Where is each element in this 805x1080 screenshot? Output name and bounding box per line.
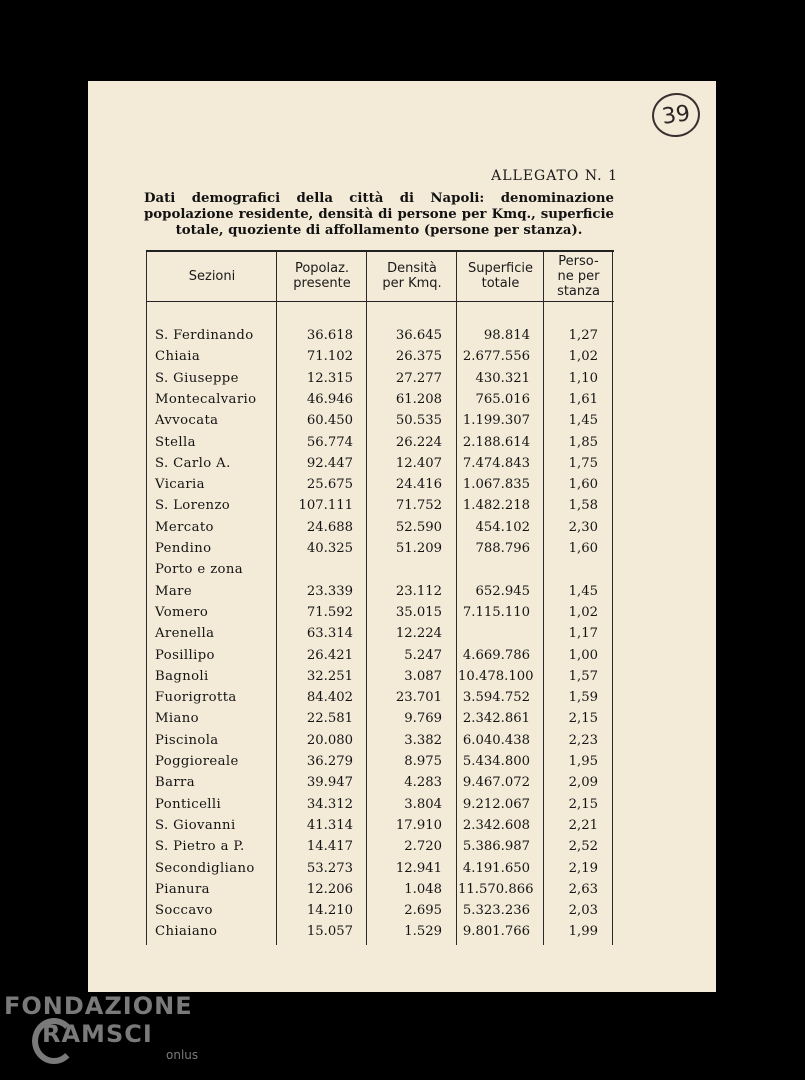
table-row: [146, 752, 614, 772]
table-row: [146, 709, 614, 729]
table-row: [146, 688, 614, 708]
cell-sezione: S. Pietro a P.: [155, 839, 245, 855]
cell-densita: 3.382: [404, 732, 442, 748]
cell-persone: 1,02: [568, 604, 598, 620]
cell-superficie: 5.386.987: [462, 839, 530, 855]
cell-densita: 24.416: [395, 477, 442, 493]
cell-densita: 12.407: [395, 455, 442, 471]
header-superficie: Superficie totale: [467, 261, 534, 291]
cell-popolazione: 36.279: [306, 754, 353, 769]
cell-persone: 1,02: [568, 349, 598, 365]
cell-popolazione: 26.421: [306, 647, 353, 663]
cell-superficie: 4.191.650: [462, 860, 530, 876]
cell-persone: 1,57: [568, 668, 598, 684]
table-row: [146, 646, 614, 666]
header-densita: Densità per Kmq.: [382, 261, 442, 291]
cell-persone: 2,30: [568, 519, 598, 535]
cell-superficie: 9.467.072: [462, 775, 530, 791]
table-row: [146, 560, 614, 580]
table-row: [146, 795, 614, 815]
cell-densita: 12.224: [395, 626, 442, 642]
cell-persone: 2,21: [568, 817, 598, 833]
cell-persone: 2,52: [568, 839, 598, 855]
cell-superficie: 7.474.843: [462, 455, 530, 471]
cell-superficie: 1.482.218: [462, 498, 530, 514]
cell-popolazione: 84.402: [306, 690, 353, 706]
cell-popolazione: 15.057: [306, 924, 353, 940]
cell-popolazione: 46.946: [306, 391, 353, 407]
cell-superficie: 1.067.835: [462, 477, 530, 493]
cell-sezione: S. Giuseppe: [155, 370, 239, 386]
cell-sezione: Vomero: [155, 604, 209, 620]
cell-popolazione: 20.080: [306, 732, 353, 748]
cell-densita: 61.208: [395, 391, 442, 407]
cell-persone: 2,63: [568, 881, 598, 897]
table-row: [146, 369, 614, 389]
cell-popolazione: 92.447: [306, 455, 353, 471]
cell-sezione: Soccavo: [155, 903, 213, 919]
table-row: [146, 773, 614, 793]
cell-popolazione: 22.581: [306, 711, 353, 727]
table-row: [146, 475, 614, 495]
cell-sezione: Stella: [155, 434, 196, 450]
cell-densita: 12.941: [395, 860, 442, 876]
cell-superficie: 788.796: [475, 541, 530, 556]
watermark-subtitle: onlus: [166, 1048, 199, 1062]
table-row: [146, 837, 614, 857]
cell-sezione: S. Ferdinando: [155, 328, 254, 343]
cell-sezione: Posillipo: [155, 647, 215, 663]
cell-superficie: 6.040.438: [462, 732, 530, 748]
cell-superficie: 10.478.100: [458, 668, 534, 684]
cell-persone: 1,45: [568, 413, 598, 429]
cell-densita: 3.804: [404, 796, 442, 812]
cell-persone: 1,10: [568, 370, 598, 386]
table-row: [146, 347, 614, 367]
cell-persone: 1,59: [568, 690, 598, 706]
cell-sezione: Porto e zona: [155, 562, 244, 578]
cell-superficie: 3.594.752: [462, 690, 530, 706]
cell-persone: 2,15: [568, 796, 598, 812]
cell-densita: 2.695: [404, 903, 442, 919]
cell-popolazione: 12.315: [306, 370, 353, 386]
cell-densita: 3.087: [404, 668, 442, 684]
cell-densita: 9.769: [404, 711, 442, 727]
cell-densita: 5.247: [404, 647, 442, 663]
cell-sezione: Secondigliano: [155, 860, 255, 876]
cell-sezione: Piscinola: [155, 732, 219, 748]
cell-popolazione: 71.592: [306, 604, 353, 620]
cell-superficie: 9.801.766: [462, 924, 530, 940]
cell-persone: 2,03: [568, 903, 598, 919]
cell-persone: 1,85: [568, 434, 598, 450]
cell-densita: 52.590: [395, 519, 442, 535]
cell-superficie: 9.212.067: [462, 796, 530, 812]
cell-persone: 1,99: [568, 924, 598, 940]
table-row: [146, 624, 614, 644]
cell-sezione: Arenella: [155, 626, 215, 642]
table-row: [146, 667, 614, 687]
cell-densita: 35.015: [395, 604, 442, 620]
cell-sezione: Montecalvario: [155, 391, 257, 407]
cell-densita: 51.209: [395, 541, 442, 556]
cell-superficie: 1.199.307: [462, 413, 530, 429]
cell-densita: 50.535: [395, 413, 442, 429]
table-row: [146, 496, 614, 516]
table-row: [146, 411, 614, 431]
cell-sezione: S. Carlo A.: [155, 455, 231, 471]
table-row: [146, 390, 614, 410]
cell-superficie: 652.945: [475, 583, 530, 599]
table-row: [146, 859, 614, 879]
cell-densita: 26.375: [395, 349, 442, 365]
watermark-line-1: FONDAZIONE: [4, 992, 193, 1020]
cell-sezione: Avvocata: [155, 413, 219, 429]
cell-sezione: Pianura: [155, 881, 210, 897]
cell-persone: 1,61: [568, 391, 598, 407]
cell-persone: 1,95: [568, 754, 598, 769]
cell-popolazione: 63.314: [306, 626, 353, 642]
cell-densita: 4.283: [404, 775, 442, 791]
cell-densita: 1.529: [404, 924, 442, 940]
table-row: [146, 880, 614, 900]
cell-densita: 23.701: [395, 690, 442, 706]
table-row: [146, 731, 614, 751]
fondazione-gramsci-watermark: [4, 992, 204, 1074]
cell-superficie: 11.570.866: [458, 881, 534, 897]
cell-persone: 1,27: [568, 328, 598, 343]
table-row: [146, 816, 614, 836]
cell-popolazione: 24.688: [306, 519, 353, 535]
header-sezioni: Sezioni: [188, 268, 236, 284]
cell-persone: 1,45: [568, 583, 598, 599]
table-row: [146, 901, 614, 921]
cell-superficie: 430.321: [475, 370, 530, 386]
cell-superficie: 454.102: [475, 519, 530, 535]
cell-popolazione: 107.111: [298, 498, 353, 514]
cell-popolazione: 12.206: [306, 881, 353, 897]
cell-popolazione: 32.251: [306, 668, 353, 684]
cell-densita: 26.224: [395, 434, 442, 450]
cell-sezione: Pendino: [155, 541, 212, 556]
cell-superficie: 5.434.800: [462, 754, 530, 769]
header-persone: Perso- ne per stanza: [557, 253, 600, 299]
cell-persone: 1,60: [568, 477, 598, 493]
table-caption: Dati demografici della città di Napoli: denominazione popolazione residente, densità di persone per Kmq., superficie totale, quoziente di affollamento (persone per stanza).: [144, 191, 614, 238]
cell-popolazione: 39.947: [306, 775, 353, 791]
cell-sezione: Poggioreale: [155, 754, 239, 769]
header-popolazione: Popolaz. presente: [293, 261, 351, 291]
cell-popolazione: 53.273: [306, 860, 353, 876]
cell-sezione: Barra: [155, 775, 196, 791]
cell-persone: 1,75: [568, 455, 598, 471]
cell-sezione: S. Lorenzo: [155, 498, 231, 514]
table-row: [146, 582, 614, 602]
cell-persone: 2,19: [568, 860, 598, 876]
cell-sezione: Chiaiano: [155, 924, 218, 940]
cell-densita: 17.910: [395, 817, 442, 833]
cell-sezione: Bagnoli: [155, 668, 209, 684]
cell-densita: 2.720: [404, 839, 442, 855]
cell-persone: 2,23: [568, 732, 598, 748]
cell-sezione: S. Giovanni: [155, 817, 236, 833]
cell-superficie: 7.115.110: [462, 604, 530, 620]
table-row: [146, 539, 614, 559]
cell-superficie: 98.814: [483, 328, 530, 343]
table-row: [146, 433, 614, 453]
watermark-line-2: RAMSCI: [42, 1020, 153, 1048]
cell-densita: 8.975: [404, 754, 442, 769]
cell-superficie: 4.669.786: [462, 647, 530, 663]
cell-popolazione: 14.417: [306, 839, 353, 855]
cell-popolazione: 34.312: [306, 796, 353, 812]
cell-persone: 1,58: [568, 498, 598, 514]
cell-densita: 23.112: [395, 583, 442, 599]
cell-persone: 1,00: [568, 647, 598, 663]
cell-popolazione: 25.675: [306, 477, 353, 493]
table-row: [146, 603, 614, 623]
cell-sezione: Chiaia: [155, 349, 201, 365]
cell-sezione: Mare: [155, 583, 193, 599]
cell-densita: 71.752: [395, 498, 442, 514]
cell-densita: 1.048: [404, 881, 442, 897]
cell-popolazione: 41.314: [306, 817, 353, 833]
table-row: [146, 454, 614, 474]
table-row: [146, 922, 614, 942]
cell-superficie: 2.677.556: [462, 349, 530, 365]
cell-popolazione: 36.618: [306, 328, 353, 343]
cell-popolazione: 56.774: [306, 434, 353, 450]
cell-sezione: Mercato: [155, 519, 214, 535]
cell-sezione: Miano: [155, 711, 200, 727]
cell-persone: 1,17: [568, 626, 598, 642]
cell-superficie: 2.188.614: [462, 434, 530, 450]
table-row: [146, 518, 614, 538]
cell-superficie: 765.016: [475, 391, 530, 407]
cell-sezione: Vicaria: [155, 477, 205, 493]
cell-persone: 2,15: [568, 711, 598, 727]
cell-superficie: 2.342.608: [462, 817, 530, 833]
cell-densita: 36.645: [395, 328, 442, 343]
cell-superficie: 5.323.236: [462, 903, 530, 919]
cell-persone: 2,09: [568, 775, 598, 791]
page-number: 39: [660, 100, 692, 130]
cell-popolazione: 60.450: [306, 413, 353, 429]
cell-sezione: Fuorigrotta: [155, 690, 237, 706]
cell-popolazione: 23.339: [306, 583, 353, 599]
cell-popolazione: 71.102: [306, 349, 353, 365]
cell-densita: 27.277: [395, 370, 442, 386]
attachment-heading: ALLEGATO N. 1: [491, 168, 618, 184]
cell-sezione: Ponticelli: [155, 796, 222, 812]
cell-popolazione: 40.325: [306, 541, 353, 556]
table-row: [146, 326, 614, 346]
cell-popolazione: 14.210: [306, 903, 353, 919]
demographic-table: [146, 250, 614, 947]
cell-persone: 1,60: [568, 541, 598, 556]
cell-superficie: 2.342.861: [462, 711, 530, 727]
